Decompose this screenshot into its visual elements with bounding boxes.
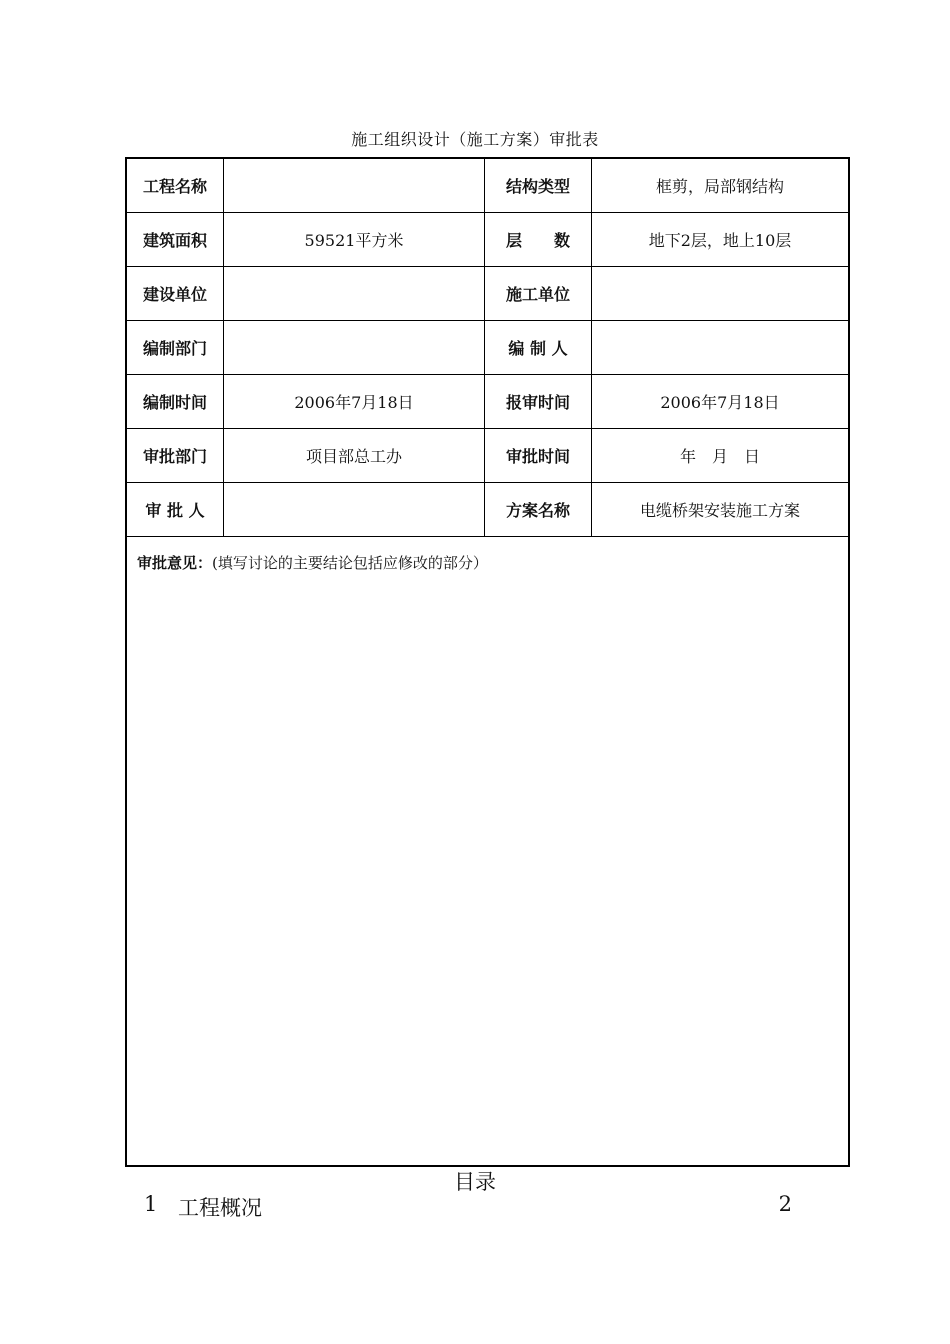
table-row bbox=[127, 159, 848, 213]
label-prep-date: 编制时间 bbox=[127, 375, 224, 428]
value-prep-date: 2006年7月18日 bbox=[224, 375, 485, 428]
label-owner: 建设单位 bbox=[127, 267, 224, 320]
approval-opinion-label: 审批意见： bbox=[137, 554, 213, 572]
label-floor-area: 建筑面积 bbox=[127, 213, 224, 266]
label-prep-dept: 编制部门 bbox=[127, 321, 224, 374]
value-preparer bbox=[592, 321, 848, 374]
label-approver: 审 批 人 bbox=[127, 483, 224, 536]
value-owner bbox=[224, 267, 485, 320]
approval-opinion-hint: (填写讨论的主要结论包括应修改的部分） bbox=[212, 554, 488, 572]
value-structure-type: 框剪，局部钢结构 bbox=[655, 177, 784, 196]
document-title: 施工组织设计（施工方案）审批表 bbox=[351, 130, 599, 149]
table-row bbox=[127, 213, 848, 267]
table-row bbox=[127, 321, 848, 375]
value-plan-name: 电缆桥架安装施工方案 bbox=[639, 501, 800, 520]
value-project-name bbox=[224, 159, 485, 212]
label-contractor: 施工单位 bbox=[485, 267, 592, 320]
value-prep-dept bbox=[224, 321, 485, 374]
toc-item-text: 工程概况 bbox=[178, 1196, 262, 1220]
toc-item[interactable] bbox=[144, 1192, 792, 1220]
approval-table bbox=[125, 157, 850, 1167]
table-row bbox=[127, 429, 848, 483]
toc-item-number: 1 bbox=[144, 1192, 158, 1216]
table-row bbox=[127, 483, 848, 537]
toc-item-page: 2 bbox=[778, 1192, 792, 1216]
label-plan-name: 方案名称 bbox=[485, 483, 592, 536]
label-floors: 层 数 bbox=[485, 213, 592, 266]
value-contractor bbox=[592, 267, 848, 320]
approval-opinion bbox=[137, 552, 488, 573]
label-approval-date: 审批时间 bbox=[485, 429, 592, 482]
value-floor-area: 59521平方米 bbox=[224, 213, 485, 266]
label-approval-dept: 审批部门 bbox=[127, 429, 224, 482]
toc-title: 目录 bbox=[454, 1170, 496, 1194]
label-submit-date: 报审时间 bbox=[485, 375, 592, 428]
label-preparer: 编 制 人 bbox=[485, 321, 592, 374]
value-approval-dept: 项目部总工办 bbox=[224, 429, 485, 482]
label-structure-type: 结构类型 bbox=[485, 159, 592, 212]
label-project-name: 工程名称 bbox=[127, 159, 224, 212]
table-row bbox=[127, 375, 848, 429]
value-approval-date: 年 月 日 bbox=[679, 447, 760, 466]
value-floors: 地下2层，地上10层 bbox=[648, 231, 792, 250]
table-row bbox=[127, 267, 848, 321]
value-submit-date: 2006年7月18日 bbox=[660, 393, 780, 412]
value-approver bbox=[224, 483, 485, 536]
